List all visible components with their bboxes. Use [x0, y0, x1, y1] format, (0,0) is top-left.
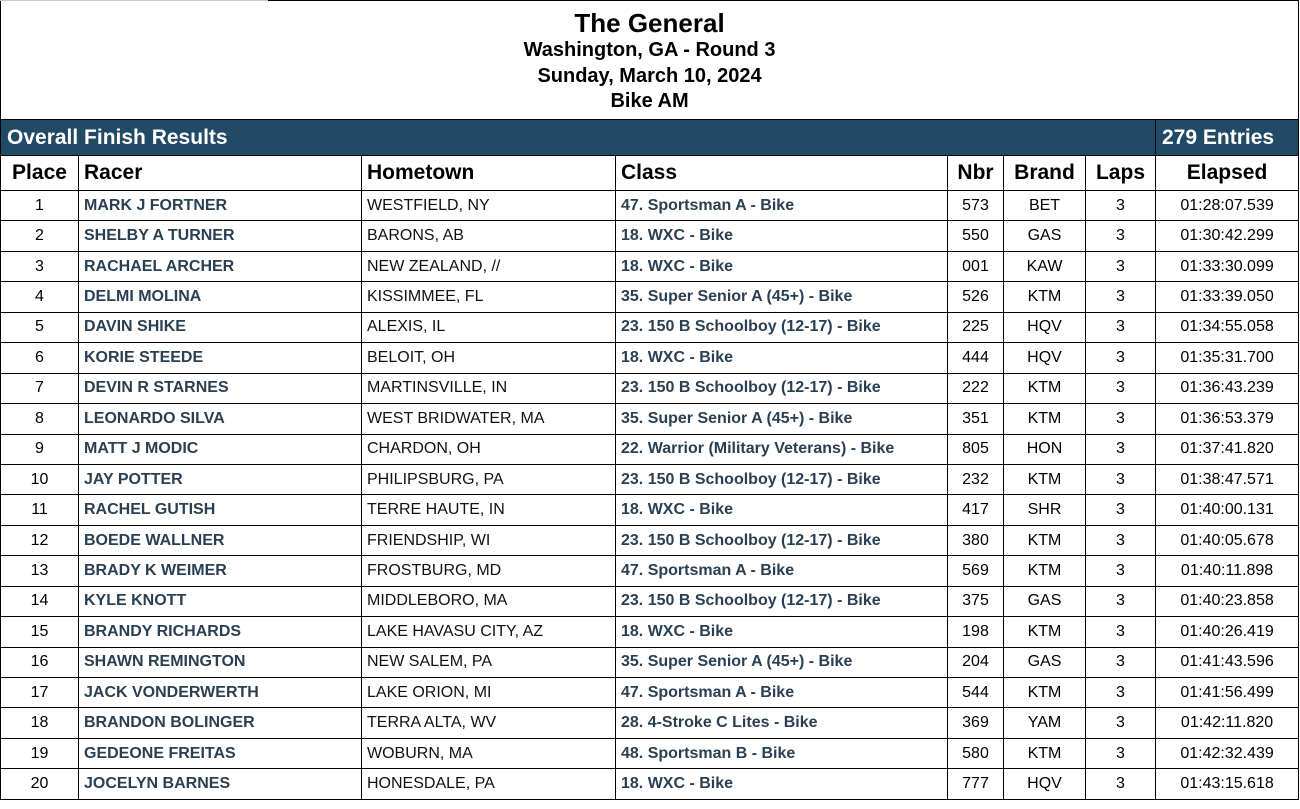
cell-class	[616, 221, 948, 251]
cell-nbr: 375	[948, 586, 1004, 616]
cell-nbr: 232	[948, 464, 1004, 494]
table-row	[1, 617, 1299, 647]
cell-nbr: 569	[948, 556, 1004, 586]
column-header-row	[1, 156, 1299, 191]
cell-place: 18	[1, 708, 79, 738]
cell-place: 7	[1, 373, 79, 403]
cell-brand: KTM	[1004, 373, 1086, 403]
class-link[interactable]: 18. WXC - Bike	[621, 622, 734, 640]
cell-laps: 3	[1086, 525, 1156, 555]
results-bar-label: Overall Finish Results	[1, 120, 1156, 156]
cell-elapsed: 01:40:26.419	[1156, 617, 1299, 647]
cell-brand: KAW	[1004, 251, 1086, 281]
class-link[interactable]: 18. WXC - Bike	[621, 501, 734, 519]
cell-laps: 3	[1086, 373, 1156, 403]
cell-hometown: WESTFIELD, NY	[362, 191, 616, 221]
cell-elapsed: 01:34:55.058	[1156, 312, 1299, 342]
cell-racer	[79, 586, 362, 616]
racer-link[interactable]: DELMI MOLINA	[84, 288, 202, 306]
cell-laps: 3	[1086, 556, 1156, 586]
col-brand: Brand	[1004, 156, 1086, 191]
cell-class	[616, 251, 948, 281]
racer-link[interactable]: GEDEONE FREITAS	[84, 744, 236, 762]
cell-laps: 3	[1086, 221, 1156, 251]
col-place: Place	[1, 156, 79, 191]
cell-brand: SHR	[1004, 495, 1086, 525]
cell-brand: GAS	[1004, 647, 1086, 677]
class-link[interactable]: 18. WXC - Bike	[621, 348, 734, 366]
cell-racer	[79, 404, 362, 434]
cell-brand: KTM	[1004, 556, 1086, 586]
cell-place: 17	[1, 678, 79, 708]
cell-class	[616, 525, 948, 555]
cell-class	[616, 708, 948, 738]
class-link[interactable]: 23. 150 B Schoolboy (12-17) - Bike	[621, 318, 881, 336]
cell-place: 14	[1, 586, 79, 616]
cell-brand: HQV	[1004, 312, 1086, 342]
cell-racer	[79, 373, 362, 403]
cell-elapsed: 01:38:47.571	[1156, 464, 1299, 494]
cell-hometown: ALEXIS, IL	[362, 312, 616, 342]
cell-elapsed: 01:33:39.050	[1156, 282, 1299, 312]
racer-link[interactable]: BRANDON BOLINGER	[84, 714, 255, 732]
cell-laps: 3	[1086, 769, 1156, 799]
cell-elapsed: 01:43:15.618	[1156, 769, 1299, 799]
cell-racer	[79, 282, 362, 312]
table-row	[1, 282, 1299, 312]
racer-link[interactable]: JACK VONDERWERTH	[84, 683, 259, 701]
cell-laps: 3	[1086, 586, 1156, 616]
cell-brand: KTM	[1004, 404, 1086, 434]
cell-racer	[79, 343, 362, 373]
racer-link[interactable]: DAVIN SHIKE	[84, 318, 186, 336]
table-row	[1, 769, 1299, 799]
cell-laps: 3	[1086, 647, 1156, 677]
cell-elapsed: 01:42:11.820	[1156, 708, 1299, 738]
cell-elapsed: 01:35:31.700	[1156, 343, 1299, 373]
table-row	[1, 221, 1299, 251]
cell-hometown: KISSIMMEE, FL	[362, 282, 616, 312]
cell-class	[616, 434, 948, 464]
cell-nbr: 777	[948, 769, 1004, 799]
cell-hometown: HONESDALE, PA	[362, 769, 616, 799]
racer-link[interactable]: BRADY K WEIMER	[84, 561, 227, 579]
class-link[interactable]: 35. Super Senior A (45+) - Bike	[621, 653, 853, 671]
cell-hometown: LAKE HAVASU CITY, AZ	[362, 617, 616, 647]
table-row	[1, 556, 1299, 586]
class-link[interactable]: 47. Sportsman A - Bike	[621, 196, 795, 214]
table-row	[1, 404, 1299, 434]
cell-elapsed: 01:41:43.596	[1156, 647, 1299, 677]
cell-hometown: LAKE ORION, MI	[362, 678, 616, 708]
racer-link[interactable]: JAY POTTER	[84, 470, 183, 488]
cell-racer	[79, 738, 362, 768]
cell-place: 19	[1, 738, 79, 768]
cell-nbr: 369	[948, 708, 1004, 738]
table-row	[1, 647, 1299, 677]
cell-class	[616, 404, 948, 434]
cell-nbr: 417	[948, 495, 1004, 525]
racer-link[interactable]: MATT J MODIC	[84, 440, 199, 458]
racer-link[interactable]: BRANDY RICHARDS	[84, 622, 242, 640]
class-link[interactable]: 47. Sportsman A - Bike	[621, 683, 795, 701]
cell-elapsed: 01:30:42.299	[1156, 221, 1299, 251]
cell-elapsed: 01:42:32.439	[1156, 738, 1299, 768]
class-link[interactable]: 47. Sportsman A - Bike	[621, 561, 795, 579]
results-bar	[1, 120, 1299, 156]
cell-laps: 3	[1086, 191, 1156, 221]
cell-laps: 3	[1086, 708, 1156, 738]
cell-nbr: 550	[948, 221, 1004, 251]
cell-nbr: 444	[948, 343, 1004, 373]
racer-link[interactable]: BOEDE WALLNER	[84, 531, 225, 549]
cell-laps: 3	[1086, 282, 1156, 312]
racer-link[interactable]: KORIE STEEDE	[84, 348, 204, 366]
cell-racer	[79, 495, 362, 525]
cell-hometown: NEW ZEALAND, //	[362, 251, 616, 281]
racer-link[interactable]: KYLE KNOTT	[84, 592, 187, 610]
cell-racer	[79, 191, 362, 221]
racer-link[interactable]: DEVIN R STARNES	[84, 379, 229, 397]
cell-racer	[79, 464, 362, 494]
cell-brand: GAS	[1004, 221, 1086, 251]
entries-count: 279 Entries	[1156, 120, 1299, 156]
event-session: Bike AM	[610, 90, 689, 112]
cell-hometown: BELOIT, OH	[362, 343, 616, 373]
racer-link[interactable]: RACHEL GUTISH	[84, 501, 216, 519]
cell-racer	[79, 708, 362, 738]
class-link[interactable]: 35. Super Senior A (45+) - Bike	[621, 409, 853, 427]
cell-nbr: 001	[948, 251, 1004, 281]
cell-brand: HQV	[1004, 343, 1086, 373]
class-link[interactable]: 22. Warrior (Military Veterans) - Bike	[621, 440, 895, 458]
table-row	[1, 495, 1299, 525]
table-row	[1, 251, 1299, 281]
class-link[interactable]: 23. 150 B Schoolboy (12-17) - Bike	[621, 592, 881, 610]
cell-nbr: 805	[948, 434, 1004, 464]
cell-racer	[79, 251, 362, 281]
top-divider	[0, 0, 268, 1]
cell-brand: KTM	[1004, 464, 1086, 494]
cell-class	[616, 738, 948, 768]
table-row	[1, 373, 1299, 403]
cell-elapsed: 01:40:05.678	[1156, 525, 1299, 555]
cell-racer	[79, 647, 362, 677]
cell-elapsed: 01:41:56.499	[1156, 678, 1299, 708]
cell-elapsed: 01:40:23.858	[1156, 586, 1299, 616]
cell-place: 8	[1, 404, 79, 434]
cell-place: 2	[1, 221, 79, 251]
cell-place: 6	[1, 343, 79, 373]
cell-elapsed: 01:40:00.131	[1156, 495, 1299, 525]
table-row	[1, 343, 1299, 373]
cell-place: 15	[1, 617, 79, 647]
cell-racer	[79, 769, 362, 799]
cell-hometown: WEST BRIDWATER, MA	[362, 404, 616, 434]
cell-brand: KTM	[1004, 282, 1086, 312]
col-hometown: Hometown	[362, 156, 616, 191]
cell-hometown: TERRA ALTA, WV	[362, 708, 616, 738]
cell-racer	[79, 434, 362, 464]
cell-nbr: 351	[948, 404, 1004, 434]
cell-hometown: MIDDLEBORO, MA	[362, 586, 616, 616]
cell-laps: 3	[1086, 738, 1156, 768]
cell-elapsed: 01:36:43.239	[1156, 373, 1299, 403]
class-link[interactable]: 23. 150 B Schoolboy (12-17) - Bike	[621, 470, 881, 488]
class-link[interactable]: 18. WXC - Bike	[621, 257, 734, 275]
class-link[interactable]: 35. Super Senior A (45+) - Bike	[621, 288, 853, 306]
cell-place: 10	[1, 464, 79, 494]
col-elapsed: Elapsed	[1156, 156, 1299, 191]
cell-hometown: CHARDON, OH	[362, 434, 616, 464]
cell-nbr: 544	[948, 678, 1004, 708]
cell-elapsed: 01:36:53.379	[1156, 404, 1299, 434]
event-location: Washington, GA - Round 3	[523, 39, 776, 61]
cell-place: 5	[1, 312, 79, 342]
table-row	[1, 434, 1299, 464]
cell-brand: KTM	[1004, 617, 1086, 647]
cell-class	[616, 464, 948, 494]
racer-link[interactable]: SHAWN REMINGTON	[84, 653, 246, 671]
col-class: Class	[616, 156, 948, 191]
cell-racer	[79, 678, 362, 708]
col-racer: Racer	[79, 156, 362, 191]
cell-laps: 3	[1086, 434, 1156, 464]
cell-nbr: 198	[948, 617, 1004, 647]
cell-place: 20	[1, 769, 79, 799]
cell-nbr: 225	[948, 312, 1004, 342]
cell-brand: GAS	[1004, 586, 1086, 616]
cell-nbr: 580	[948, 738, 1004, 768]
cell-elapsed: 01:33:30.099	[1156, 251, 1299, 281]
class-link[interactable]: 48. Sportsman B - Bike	[621, 744, 796, 762]
cell-brand: KTM	[1004, 678, 1086, 708]
cell-class	[616, 312, 948, 342]
cell-laps: 3	[1086, 617, 1156, 647]
table-row	[1, 708, 1299, 738]
event-header-row	[1, 1, 1299, 120]
class-link[interactable]: 23. 150 B Schoolboy (12-17) - Bike	[621, 531, 881, 549]
cell-laps: 3	[1086, 251, 1156, 281]
cell-nbr: 222	[948, 373, 1004, 403]
cell-class	[616, 343, 948, 373]
table-row	[1, 678, 1299, 708]
cell-class	[616, 647, 948, 677]
cell-laps: 3	[1086, 312, 1156, 342]
cell-brand: HON	[1004, 434, 1086, 464]
cell-hometown: NEW SALEM, PA	[362, 647, 616, 677]
table-row	[1, 738, 1299, 768]
class-link[interactable]: 18. WXC - Bike	[621, 775, 734, 793]
cell-class	[616, 769, 948, 799]
racer-link[interactable]: MARK J FORTNER	[84, 196, 228, 214]
cell-racer	[79, 617, 362, 647]
cell-hometown: TERRE HAUTE, IN	[362, 495, 616, 525]
cell-laps: 3	[1086, 495, 1156, 525]
cell-racer	[79, 525, 362, 555]
class-link[interactable]: 18. WXC - Bike	[621, 227, 734, 245]
col-nbr: Nbr	[948, 156, 1004, 191]
cell-class	[616, 678, 948, 708]
table-row	[1, 191, 1299, 221]
table-row	[1, 312, 1299, 342]
cell-laps: 3	[1086, 464, 1156, 494]
cell-brand: KTM	[1004, 738, 1086, 768]
class-link[interactable]: 23. 150 B Schoolboy (12-17) - Bike	[621, 379, 881, 397]
cell-hometown: PHILIPSBURG, PA	[362, 464, 616, 494]
cell-laps: 3	[1086, 404, 1156, 434]
cell-hometown: WOBURN, MA	[362, 738, 616, 768]
cell-class	[616, 282, 948, 312]
cell-class	[616, 556, 948, 586]
cell-elapsed: 01:37:41.820	[1156, 434, 1299, 464]
cell-racer	[79, 221, 362, 251]
cell-nbr: 573	[948, 191, 1004, 221]
cell-place: 13	[1, 556, 79, 586]
cell-brand: YAM	[1004, 708, 1086, 738]
cell-place: 1	[1, 191, 79, 221]
table-row	[1, 525, 1299, 555]
cell-brand: HQV	[1004, 769, 1086, 799]
event-header	[1, 1, 1299, 120]
cell-hometown: FRIENDSHIP, WI	[362, 525, 616, 555]
cell-elapsed: 01:28:07.539	[1156, 191, 1299, 221]
cell-class	[616, 586, 948, 616]
cell-laps: 3	[1086, 343, 1156, 373]
cell-hometown: MARTINSVILLE, IN	[362, 373, 616, 403]
event-title: The General	[574, 8, 725, 38]
racer-link[interactable]: SHELBY A TURNER	[84, 227, 235, 245]
cell-place: 16	[1, 647, 79, 677]
cell-laps: 3	[1086, 678, 1156, 708]
cell-nbr: 204	[948, 647, 1004, 677]
racer-link[interactable]: RACHAEL ARCHER	[84, 257, 235, 275]
table-row	[1, 464, 1299, 494]
racer-link[interactable]: LEONARDO SILVA	[84, 409, 225, 427]
cell-class	[616, 373, 948, 403]
cell-place: 12	[1, 525, 79, 555]
col-laps: Laps	[1086, 156, 1156, 191]
event-date: Sunday, March 10, 2024	[537, 64, 762, 87]
cell-brand: KTM	[1004, 525, 1086, 555]
class-link[interactable]: 28. 4-Stroke C Lites - Bike	[621, 714, 818, 732]
cell-brand: BET	[1004, 191, 1086, 221]
cell-place: 4	[1, 282, 79, 312]
cell-nbr: 380	[948, 525, 1004, 555]
cell-place: 11	[1, 495, 79, 525]
cell-hometown: BARONS, AB	[362, 221, 616, 251]
cell-elapsed: 01:40:11.898	[1156, 556, 1299, 586]
cell-class	[616, 617, 948, 647]
cell-class	[616, 191, 948, 221]
cell-class	[616, 495, 948, 525]
table-row	[1, 586, 1299, 616]
racer-link[interactable]: JOCELYN BARNES	[84, 775, 231, 793]
cell-racer	[79, 556, 362, 586]
cell-place: 9	[1, 434, 79, 464]
cell-nbr: 526	[948, 282, 1004, 312]
cell-hometown: FROSTBURG, MD	[362, 556, 616, 586]
cell-racer	[79, 312, 362, 342]
cell-place: 3	[1, 251, 79, 281]
